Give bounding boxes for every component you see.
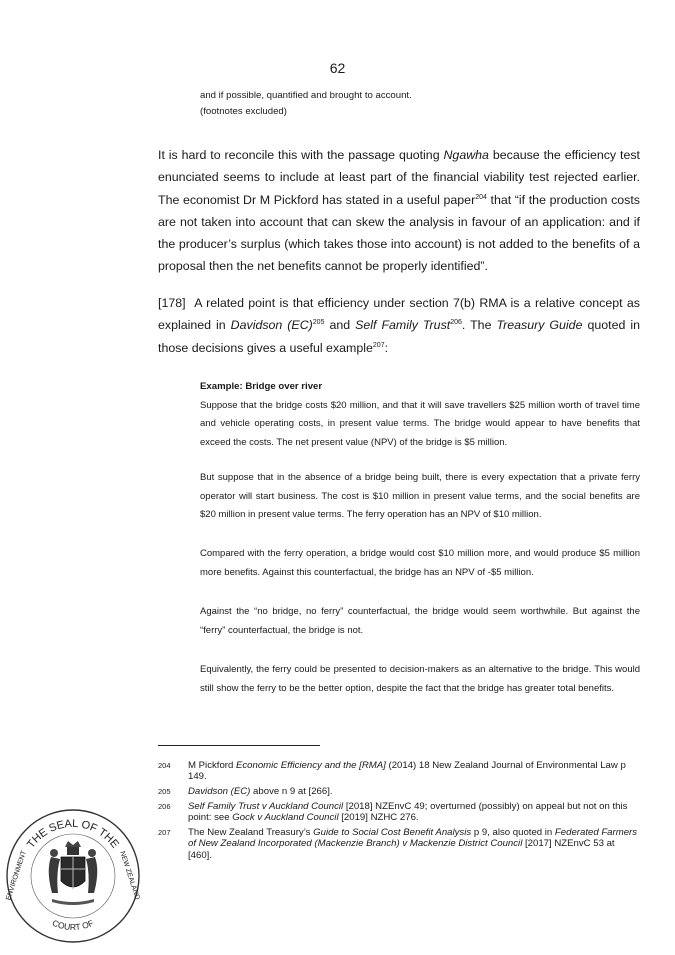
para-text: quoted in those decisions gives a useful example [158,318,640,355]
seal-top-text: THE SEAL OF THE [25,817,121,851]
footnote-title: Self Family Trust v Auckland Council [188,801,344,812]
footnote-number: 204 [158,761,171,770]
footnote-text: The New Zealand Treasury’s [188,827,314,838]
seal-left-text: ENVIRONMENT [5,849,28,902]
example-paragraph: But suppose that in the absence of a bridge being built, there is every expectation that a private ferry operator will start business. The cost is $10 million in present value terms, and the social benefits are $20 million in present value terms. The ferry operation has an NPV of $10 million. [200,472,640,520]
para-text: : [384,340,389,355]
coat-of-arms-icon [49,841,98,905]
footnote-number: 206 [158,802,171,811]
para-text: A related point is that efficiency under section 7(b) RMA is a relative concept as explained in [158,296,640,333]
example-title: Example: Bridge over river [200,381,323,392]
footnote-number: 207 [158,828,171,837]
para-text: because the efficiency test enunciated seems to include at least part of the financial viability test rejected earlier. The economist Dr M Pickford has stated in a useful paper [158,148,640,207]
quote-footnote-note: (footnotes excluded) [200,106,287,117]
footnote-207 [158,827,643,867]
footnote-ref[interactable]: 206 [450,319,462,327]
footnote-text: p 9, also quoted in [471,827,555,838]
footnote-ref[interactable]: 207 [372,341,385,349]
footnote-text: [2017] NZEnvC 53 at [460]. [188,838,615,861]
para-text: that “if the production costs are not taken into account that can skew the analysis in favour of an application: and if the producer’s surplus (which takes those into account) is not added to the benefits of a proposal then the net benefits cannot be properly identified”. [158,192,640,274]
footnote-206 [158,801,643,825]
example-paragraph: Suppose that the bridge costs $20 million, and that it will save travellers $25 million worth of travel time and vehicle operating costs, in present value terms. The bridge would appear to have benefits that exceed the costs. The net present value (NPV) of the bridge is $5 million. [200,399,640,448]
footnote-title: Federated Farmers of New Zealand Incorporated (Mackenzie Branch) v Mackenzie District Council [188,827,638,850]
svg-text:COURT OF [51,918,95,932]
footnote-204 [158,760,643,784]
footnote-number: 205 [158,787,171,796]
footnote-divider [158,745,320,746]
example-paragraph: Against the “no bridge, no ferry” counterfactual, the bridge would seem worthwhile. But against the “ferry” counterfactual, the bridge is not. [200,606,640,636]
example-paragraph: Equivalently, the ferry could be presented to decision-makers as an alternative to the bridge. This would still show the ferry to be the better option, despite the fact that the bridge has greater total benefits. [200,664,640,694]
footnote-205 [158,786,643,798]
seal-bottom-text: COURT OF [50,917,96,933]
footnote-title: Davidson (EC) [188,786,251,797]
paragraph-178 [158,292,640,359]
case-name: Self Family Trust [355,318,451,333]
footnote-ref[interactable]: 204 [475,193,487,201]
footnote-text: above n 9 at [266]. [250,786,333,797]
quote-line: and if possible, quantified and brought to account. [200,90,412,101]
footnote-title: Economic Efficiency and the [RMA] [235,760,386,771]
court-seal-icon [4,807,142,945]
para-text: and [324,318,356,333]
footnote-text: [2019] NZHC 276. [338,812,419,824]
footnote-text: M Pickford [188,760,236,771]
footnote-text: (2014) 18 New Zealand Journal of Environmental Law p 149. [188,760,626,783]
para-text: It is hard to reconcile this with the passage quoting [158,148,444,162]
footnote-ref[interactable]: 205 [312,319,325,327]
quote-continuation [200,88,412,120]
example-paragraph: Compared with the ferry operation, a bridge would cost $10 million more, and would produce $5 million more benefits. Against this counterfactual, the bridge has an NPV of -$5 million. [200,548,640,578]
seal-right-text: NEW ZEALAND [118,850,141,901]
case-name: Davidson (EC) [230,318,313,333]
paragraph-efficiency [158,144,640,278]
case-name: Ngawha [443,148,489,162]
document-title: Treasury Guide [496,318,583,333]
page-number: 62 [329,60,346,76]
example-block [200,378,640,452]
footnote-text: [2018] NZEnvC 49; overturned (possibly) on appeal but not on this point: see [188,801,628,824]
footnote-title: Gock v Auckland Council [232,812,339,824]
paragraph-number: [178] [158,296,186,310]
para-text: . The [461,318,497,333]
footnote-title: Guide to Social Cost Benefit Analysis [313,827,472,838]
